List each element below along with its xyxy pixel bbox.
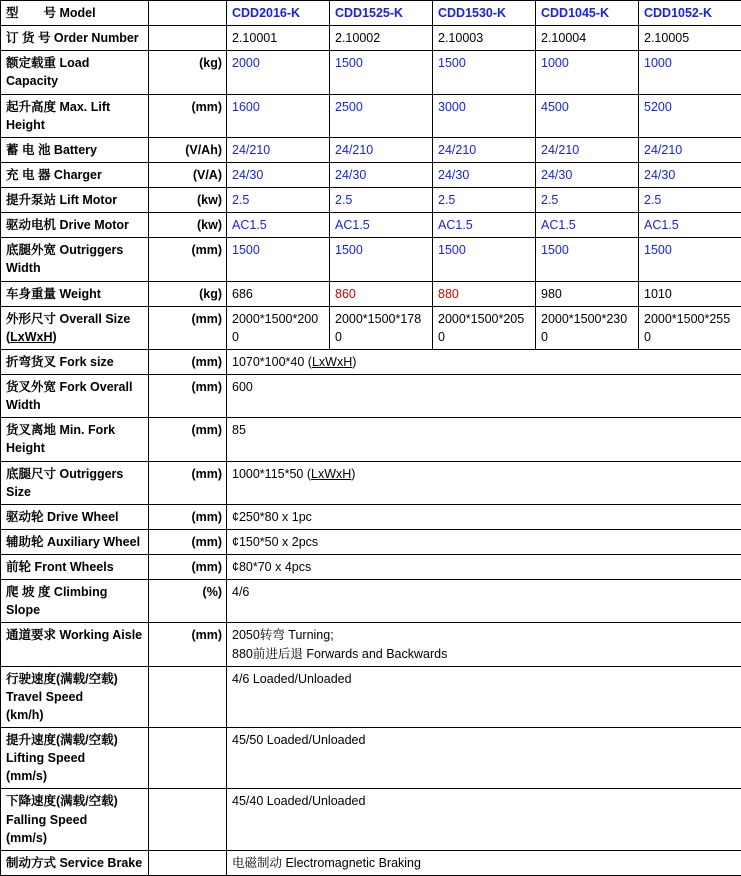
row-label-text: 辅助轮 Auxiliary Wheel [6,535,140,549]
value-cell: 24/30 [330,162,433,187]
value-cell: 3000 [433,94,536,137]
value-cell: 4500 [536,94,639,137]
row-label-text: 折弯货叉 Fork size [6,355,114,369]
row-label-text: 前轮 Front Wheels [6,560,114,574]
row-label [1,188,149,213]
table-row [1,789,741,850]
value-cell: 85 [227,418,741,461]
row-label [1,461,149,504]
value-cell: 4/6 Loaded/Unloaded [227,666,741,727]
row-label-text: 蓄 电 池 Battery [6,143,97,157]
value-text: 2050转弯 Turning; [232,626,737,644]
value-cell: AC1.5 [639,213,741,238]
row-label [1,281,149,306]
value-cell: 1500 [639,238,741,281]
table-header-row [1,1,741,26]
row-label [1,137,149,162]
row-unit [149,789,227,850]
value-cell: 45/50 Loaded/Unloaded [227,728,741,789]
value-cell: 24/30 [639,162,741,187]
row-unit [149,26,227,51]
table-row [1,306,741,349]
row-label [1,94,149,137]
table-row [1,461,741,504]
row-unit: (mm) [149,418,227,461]
value-cell: 860 [330,281,433,306]
row-label-text: 爬 坡 度 Climbing Slope [6,585,107,617]
value-cell: 24/30 [536,162,639,187]
value-cell: ¢150*50 x 2pcs [227,529,741,554]
value-cell: 1500 [433,238,536,281]
value-cell: 1500 [227,238,330,281]
value-cell: 2000*1500*1780 [330,306,433,349]
row-label [1,580,149,623]
value-cell: 24/30 [227,162,330,187]
value-cell: 600 [227,375,741,418]
row-unit: (V/Ah) [149,137,227,162]
row-unit: (kg) [149,51,227,94]
row-label-text: 提升泵站 Lift Motor [6,193,117,207]
row-label-text: 型 号 Model [6,6,96,20]
row-label [1,26,149,51]
value-cell [227,461,741,504]
value-cell: 2.10001 [227,26,330,51]
row-label-text: 车身重量 Weight [6,287,101,301]
row-label [1,418,149,461]
model-header-cell: CDD1052-K [639,1,741,26]
value-cell: 24/210 [433,137,536,162]
value-cell: 1000 [536,51,639,94]
row-unit: (kw) [149,188,227,213]
row-unit: (kg) [149,281,227,306]
value-cell: 24/210 [227,137,330,162]
row-label [1,623,149,666]
table-row [1,666,741,727]
row-label-text: 货叉外宽 Fork Overall Width [6,380,132,412]
row-unit: (mm) [149,504,227,529]
row-label-text: (mm/s) [6,829,144,847]
value-dims: LxWxH [312,355,352,369]
value-cell: AC1.5 [330,213,433,238]
table-row [1,349,741,374]
row-label [1,349,149,374]
value-cell: 1000 [639,51,741,94]
table-row [1,213,741,238]
value-cell [227,623,741,666]
row-label-text: 底腿外宽 Outriggers Width [6,243,123,275]
row-label-text: 通道要求 Working Aisle [6,628,142,642]
row-label [1,789,149,850]
row-label-text: 驱动电机 Drive Motor [6,218,129,232]
row-label [1,1,149,26]
table-row [1,529,741,554]
table-row [1,728,741,789]
value-cell [227,349,741,374]
table-row [1,418,741,461]
value-cell: 2.5 [639,188,741,213]
value-cell: ¢80*70 x 4pcs [227,555,741,580]
row-label [1,238,149,281]
row-unit: (V/A) [149,162,227,187]
value-cell: 2.10002 [330,26,433,51]
row-unit: (mm) [149,238,227,281]
value-cell: 2000*1500*2000 [227,306,330,349]
value-cell: 45/40 Loaded/Unloaded [227,789,741,850]
table-row [1,555,741,580]
row-unit: (kw) [149,213,227,238]
table-row [1,850,741,875]
value-dims: LxWxH [311,467,351,481]
table-row [1,504,741,529]
row-label-text: 底腿尺寸 Outriggers Size [6,467,123,499]
row-unit: (mm) [149,94,227,137]
value-cell: ¢250*80 x 1pc [227,504,741,529]
row-label-text: 充 电 器 Charger [6,168,102,182]
value-cell: 2.5 [433,188,536,213]
value-cell: 24/210 [639,137,741,162]
row-unit: (mm) [149,623,227,666]
row-label-text: 订 货 号 Order Number [6,31,139,45]
value-cell: 24/210 [330,137,433,162]
table-row [1,281,741,306]
value-cell: 2.5 [330,188,433,213]
row-unit: (mm) [149,375,227,418]
row-unit: (mm) [149,529,227,554]
row-label [1,728,149,789]
row-label-text: 货叉离地 Min. Fork Height [6,423,115,455]
row-label [1,504,149,529]
value-cell: 2000 [227,51,330,94]
row-label-text: 下降速度(满载/空载) Falling Speed [6,792,144,828]
model-header-cell: CDD1045-K [536,1,639,26]
table-row [1,238,741,281]
model-header-cell: CDD2016-K [227,1,330,26]
table-row [1,580,741,623]
row-label-text: 驱动轮 Drive Wheel [6,510,119,524]
row-label-text: 额定载重 Load Capacity [6,56,89,88]
row-label-text: (km/h) [6,706,144,724]
row-unit [149,1,227,26]
row-unit: (%) [149,580,227,623]
row-label [1,162,149,187]
row-label [1,375,149,418]
value-cell: 24/30 [433,162,536,187]
table-row [1,162,741,187]
value-cell: 2.10004 [536,26,639,51]
row-unit [149,666,227,727]
row-label-text: 外形尺寸 Overall Size ( [6,312,130,344]
table-row [1,26,741,51]
model-header-cell: CDD1530-K [433,1,536,26]
value-text-end: ) [351,467,355,481]
row-label-text: 提升速度(满载/空载) Lifting Speed [6,731,144,767]
row-label [1,850,149,875]
table-row [1,188,741,213]
value-cell: 2000*1500*2300 [536,306,639,349]
table-row [1,137,741,162]
value-text: 1000*115*50 ( [232,467,311,481]
value-cell: 4/6 [227,580,741,623]
row-unit: (mm) [149,461,227,504]
row-unit [149,850,227,875]
value-cell: 980 [536,281,639,306]
row-label-text: 制动方式 Service Brake [6,856,142,870]
row-unit: (mm) [149,349,227,374]
value-cell: 1500 [330,238,433,281]
table-row [1,51,741,94]
row-label [1,213,149,238]
row-label-text-end: ) [53,330,57,344]
value-cell: 1010 [639,281,741,306]
row-label [1,306,149,349]
row-label-text: 行驶速度(满载/空载) Travel Speed [6,670,144,706]
value-cell: AC1.5 [227,213,330,238]
value-cell: 1500 [330,51,433,94]
row-label [1,666,149,727]
value-cell: AC1.5 [536,213,639,238]
value-cell: AC1.5 [433,213,536,238]
value-cell: 1500 [433,51,536,94]
value-cell: 2500 [330,94,433,137]
value-cell: 电磁制动 Electromagnetic Braking [227,850,741,875]
row-label-dims: LxWxH [10,330,52,344]
row-label [1,51,149,94]
value-cell: 2000*1500*2550 [639,306,741,349]
value-cell: 2.5 [536,188,639,213]
row-unit: (mm) [149,555,227,580]
row-label-text: (mm/s) [6,767,144,785]
value-cell: 1500 [536,238,639,281]
model-header-cell: CDD1525-K [330,1,433,26]
value-text-end: ) [352,355,356,369]
value-cell: 2.10005 [639,26,741,51]
row-label [1,529,149,554]
row-label [1,555,149,580]
row-unit [149,728,227,789]
value-text: 880前进后退 Forwards and Backwards [232,645,737,663]
row-label-text: 起升高度 Max. Lift Height [6,100,110,132]
value-text: 1070*100*40 ( [232,355,312,369]
value-cell: 2.10003 [433,26,536,51]
value-cell: 880 [433,281,536,306]
value-cell: 1600 [227,94,330,137]
table-row [1,94,741,137]
row-unit: (mm) [149,306,227,349]
value-cell: 24/210 [536,137,639,162]
value-cell: 5200 [639,94,741,137]
table-row [1,375,741,418]
table-row [1,623,741,666]
value-cell: 2000*1500*2050 [433,306,536,349]
value-cell: 2.5 [227,188,330,213]
value-cell: 686 [227,281,330,306]
